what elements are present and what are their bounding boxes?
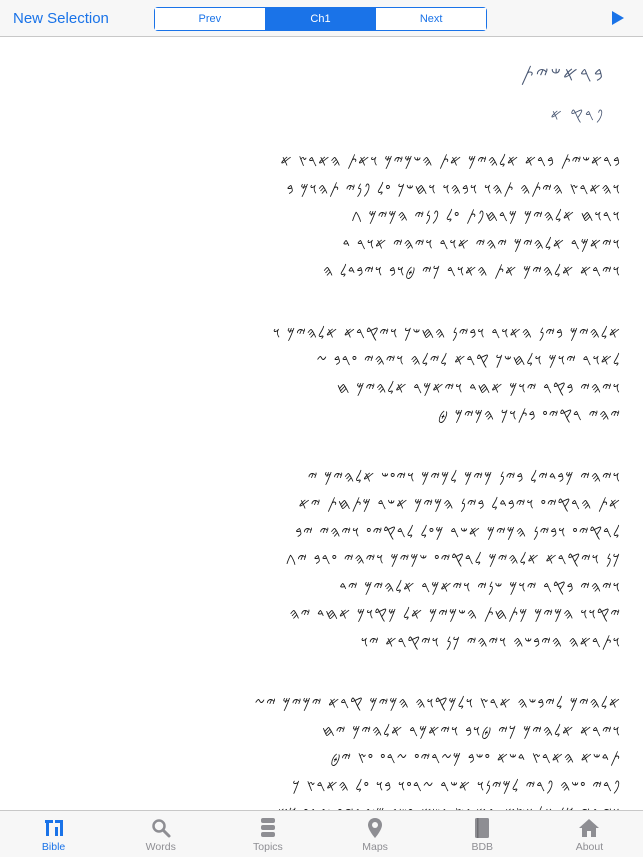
tab-label: Maps xyxy=(362,841,388,853)
paragraph xyxy=(0,148,643,286)
text-line: 𐤀𐤋𐤄𐤉𐤌 𐤁𐤉𐤍 𐤄𐤀𐤅𐤓 𐤅𐤁𐤉𐤍 𐤄𐤇𐤔𐤊 𐤅𐤉𐤒𐤓𐤀 𐤀𐤋𐤄𐤉𐤌 𐤅 xyxy=(272,323,621,342)
text-line: 𐤀𐤕 𐤄𐤓𐤒𐤉𐤏 𐤅𐤉𐤁𐤃𐤋 𐤁𐤉𐤍 𐤄𐤌𐤉𐤌 𐤀𐤔𐤓 𐤌𐤕𐤇𐤕 𐤉𐤀 xyxy=(298,495,621,513)
current-chapter-segment[interactable]: Ch1 xyxy=(266,8,377,30)
navigation-bar xyxy=(0,0,643,37)
paragraph xyxy=(0,320,643,430)
text-line: 𐤋𐤓𐤒𐤉𐤏 𐤅𐤁𐤉𐤍 𐤄𐤌𐤉𐤌 𐤀𐤔𐤓 𐤌𐤏𐤋 𐤋𐤓𐤒𐤉𐤏 𐤅𐤉𐤄𐤉 𐤉𐤁 xyxy=(295,522,621,541)
text-line: 𐤅𐤉𐤓𐤀 𐤀𐤋𐤄𐤉𐤌 𐤊𐤉 𐤈𐤅𐤁 𐤅𐤉𐤀𐤌𐤓 𐤀𐤋𐤄𐤉𐤌 𐤉𐤇 xyxy=(322,721,621,740)
text-line: 𐤅𐤉𐤄𐤉 𐤌𐤁𐤃𐤉𐤋 𐤁𐤉𐤍 𐤌𐤉𐤌 𐤋𐤌𐤉𐤌 𐤅𐤉𐤏𐤔 𐤀𐤋𐤄𐤉𐤌 𐤉 xyxy=(307,467,621,486)
tab-label: BDB xyxy=(471,841,494,853)
map-pin-icon xyxy=(364,817,386,839)
text-line: 𐤕𐤃𐤔𐤀 𐤄𐤀𐤓𐤑 𐤃𐤔𐤀 𐤏𐤔𐤁 𐤌𐤆𐤓𐤉𐤏 𐤆𐤓𐤏 𐤏𐤑 𐤉𐤈 xyxy=(330,749,621,767)
text-line: 𐤋𐤀𐤅𐤓 𐤉𐤅𐤌 𐤅𐤋𐤇𐤔𐤊 𐤒𐤓𐤀 𐤋𐤉𐤋𐤄 𐤅𐤉𐤄𐤉 𐤏𐤓𐤁 𐤆 xyxy=(316,351,621,369)
tab-bar xyxy=(0,810,643,857)
prev-chapter-segment[interactable]: Prev xyxy=(155,8,266,30)
next-chapter-segment[interactable]: Next xyxy=(376,8,486,30)
chapter-segmented-control xyxy=(154,7,487,31)
reading-pane[interactable] xyxy=(0,38,643,810)
new-selection-button[interactable]: New Selection xyxy=(13,10,109,27)
tab-label: About xyxy=(575,841,604,853)
tab-maps[interactable] xyxy=(322,811,429,857)
text-line: 𐤅𐤓𐤅𐤇 𐤀𐤋𐤄𐤉𐤌 𐤌𐤓𐤇𐤐𐤕 𐤏𐤋 𐤐𐤍𐤉 𐤄𐤌𐤉𐤌 𐤂 xyxy=(351,207,621,225)
text-line: 𐤀𐤋𐤄𐤉𐤌 𐤋𐤉𐤁𐤔𐤄 𐤀𐤓𐤑 𐤅𐤋𐤌𐤒𐤅𐤄 𐤄𐤌𐤉𐤌 𐤒𐤓𐤀 𐤉𐤌𐤉𐤌 𐤉𐤆 xyxy=(254,694,621,712)
tab-label: Words xyxy=(145,841,176,853)
book-title: 𐤁𐤓𐤀𐤔𐤉𐤕 xyxy=(520,62,605,86)
text-line: 𐤅𐤉𐤄𐤉 𐤁𐤒𐤓 𐤉𐤅𐤌 𐤔𐤍𐤉 𐤅𐤉𐤀𐤌𐤓 𐤀𐤋𐤄𐤉𐤌 𐤉𐤃 xyxy=(339,577,621,596)
play-icon[interactable] xyxy=(612,11,624,25)
text-line: 𐤁𐤓𐤀𐤔𐤉𐤕 𐤁𐤓𐤀 𐤀𐤋𐤄𐤉𐤌 𐤀𐤕 𐤄𐤔𐤌𐤉𐤌 𐤅𐤀𐤕 𐤄𐤀𐤓𐤑 𐤀 xyxy=(280,152,621,170)
text-line: 𐤉𐤄𐤉 𐤓𐤒𐤉𐤏 𐤁𐤕𐤅𐤊 𐤄𐤌𐤉𐤌 𐤈 xyxy=(438,406,621,424)
text-line: 𐤐𐤓𐤉 𐤏𐤔𐤄 𐤐𐤓𐤉 𐤋𐤌𐤉𐤍𐤅 𐤀𐤔𐤓 𐤆𐤓𐤏𐤅 𐤁𐤅 𐤏𐤋 𐤄𐤀𐤓𐤑 𐤊 xyxy=(292,776,621,795)
book-icon xyxy=(471,817,493,839)
tab-bible[interactable] xyxy=(0,811,107,857)
paragraph xyxy=(0,464,643,657)
chapter-label: 𐤐𐤓𐤒 𐤀 xyxy=(550,106,605,124)
tab-topics[interactable] xyxy=(214,811,321,857)
text-line: 𐤅𐤉𐤄𐤉 𐤁𐤒𐤓 𐤉𐤅𐤌 𐤀𐤇𐤃 𐤅𐤉𐤀𐤌𐤓 𐤀𐤋𐤄𐤉𐤌 𐤇 xyxy=(336,378,621,397)
search-icon xyxy=(150,817,172,839)
tab-words[interactable] xyxy=(107,811,214,857)
text-line: 𐤅𐤄𐤀𐤓𐤑 𐤄𐤉𐤕𐤄 𐤕𐤄𐤅 𐤅𐤁𐤄𐤅 𐤅𐤇𐤔𐤊 𐤏𐤋 𐤐𐤍𐤉 𐤕𐤄𐤅𐤌 𐤁 xyxy=(286,179,621,198)
tab-label: Bible xyxy=(41,841,66,853)
hebrew-letters-icon xyxy=(43,817,65,839)
tab-about[interactable] xyxy=(536,811,643,857)
tab-bdb[interactable] xyxy=(429,811,536,857)
text-line: 𐤅𐤉𐤓𐤀 𐤀𐤋𐤄𐤉𐤌 𐤀𐤕 𐤄𐤀𐤅𐤓 𐤊𐤉 𐤈𐤅𐤁 𐤅𐤉𐤁𐤃𐤋 𐤄 xyxy=(322,262,621,280)
home-icon xyxy=(578,817,600,839)
text-line: 𐤅𐤉𐤀𐤌𐤓 𐤀𐤋𐤄𐤉𐤌 𐤉𐤄𐤉 𐤀𐤅𐤓 𐤅𐤉𐤄𐤉 𐤀𐤅𐤓 𐤃 xyxy=(342,234,621,253)
verse-text xyxy=(0,148,643,862)
text-line: 𐤊𐤍 𐤅𐤉𐤒𐤓𐤀 𐤀𐤋𐤄𐤉𐤌 𐤋𐤓𐤒𐤉𐤏 𐤔𐤌𐤉𐤌 𐤅𐤉𐤄𐤉 𐤏𐤓𐤁 𐤉𐤂 xyxy=(285,550,621,568)
stack-icon xyxy=(257,817,279,839)
text-line: 𐤉𐤒𐤅𐤅 𐤄𐤌𐤉𐤌 𐤌𐤕𐤇𐤕 𐤄𐤔𐤌𐤉𐤌 𐤀𐤋 𐤌𐤒𐤅𐤌 𐤀𐤇𐤃 𐤉𐤄 xyxy=(289,605,621,623)
tab-label: Topics xyxy=(253,841,283,853)
text-line: 𐤅𐤕𐤓𐤀𐤄 𐤄𐤉𐤁𐤔𐤄 𐤅𐤉𐤄𐤉 𐤊𐤍 𐤅𐤉𐤒𐤓𐤀 𐤉𐤅 xyxy=(360,632,621,651)
paragraph xyxy=(0,690,643,828)
